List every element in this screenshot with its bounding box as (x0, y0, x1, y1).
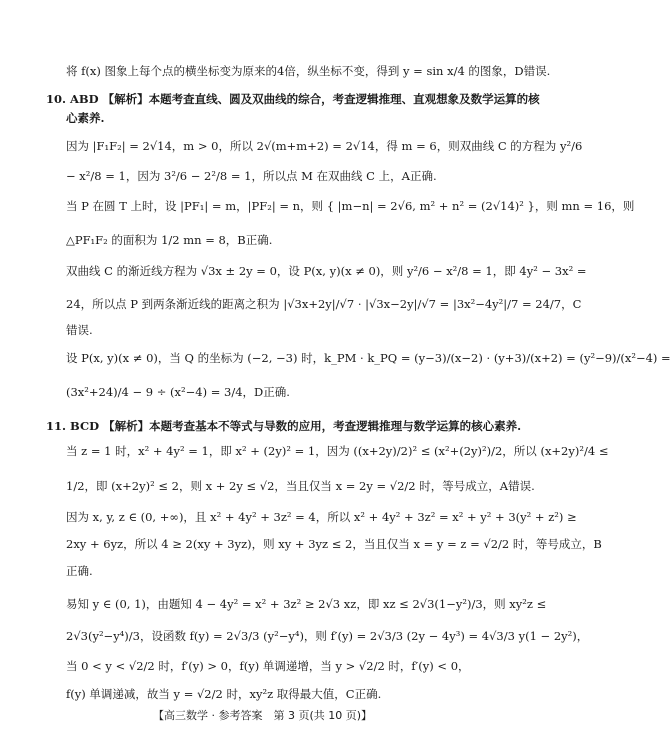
text-line-16: 因为 x, y, z ∈ (0, +∞)，且 x² + 4y² + 3z² = 4，所以 x² + 4y² + 3z² = x² + y² + 3(y² + z²) ≥ (66, 510, 577, 524)
text-line-3: 心素养. (66, 111, 105, 125)
text-line-21: 当 0 < y < √2/2 时，f′(y) > 0，f(y) 单调递增，当 y > √2/2 时，f′(y) < 0， (66, 659, 470, 673)
text-line-17: 2xy + 6yz，所以 4 ≥ 2(xy + 3yz)，则 xy + 3yz ≤ 2，当且仅当 x = y = z = √2/2 时，等号成立，B (66, 537, 602, 551)
text-line-22: f(y) 单调递减，故当 y = √2/2 时，xy²z 取得最大值，C正确. (66, 687, 382, 701)
text-line-5: − x²/8 = 1，因为 3²/6 − 2²/8 = 1，所以点 M 在双曲线 C 上，A正确. (66, 169, 437, 183)
question-10-heading: 10. ABD 【解析】本题考查直线、圆及双曲线的综合，考查逻辑推理、直观想象及数学运算的核 (46, 92, 540, 106)
text-line-8: 双曲线 C 的渐近线方程为 √3x ± 2y = 0，设 P(x, y)(x ≠ 0)，则 y²/6 − x²/8 = 1，即 4y² − 3x² = (66, 264, 587, 278)
text-line-18: 正确. (66, 564, 93, 578)
text-line-19: 易知 y ∈ (0, 1)，由题知 4 − 4y² = x² + 3z² ≥ 2√3 xz，即 xz ≤ 2√3(1−y²)/3，则 xy²z ≤ (66, 597, 547, 611)
text-line-14: 当 z = 1 时，x² + 4y² = 1，即 x² + (2y)² = 1，因为 ((x+2y)/2)² ≤ (x²+(2y)²)/2，所以 (x+2y)²/4 ≤ (66, 444, 609, 458)
text-line-15: 1/2，即 (x+2y)² ≤ 2，则 x + 2y ≤ √2，当且仅当 x = 2y = √2/2 时，等号成立，A错误. (66, 479, 535, 493)
text-line-7: △PF₁F₂ 的面积为 1/2 mn = 8，B正确. (66, 233, 273, 247)
text-line-12: (3x²+24)/4 − 9 ÷ (x²−4) = 3/4，D正确. (66, 385, 290, 399)
text-line-1: 将 f(x) 图象上每个点的横坐标变为原来的4倍，纵坐标不变，得到 y = sin x/4 的图象，D错误. (66, 64, 551, 78)
text-line-10: 错误. (66, 323, 93, 337)
page-footer: 【高三数学 · 参考答案 第 3 页(共 10 页)】 (152, 709, 373, 722)
text-line-4: 因为 |F₁F₂| = 2√14，m > 0，所以 2√(m+m+2) = 2√14，得 m = 6，则双曲线 C 的方程为 y²/6 (66, 139, 583, 153)
text-line-11: 设 P(x, y)(x ≠ 0)，当 Q 的坐标为 (−2, −3) 时，k_PM · k_PQ = (y−3)/(x−2) · (y+3)/(x+2) = (y²−9)/(x²−4) = (66, 351, 671, 365)
text-line-9: 24，所以点 P 到两条渐近线的距离之积为 |√3x+2y|/√7 · |√3x−2y|/√7 = |3x²−4y²|/7 = 24/7，C (66, 297, 582, 311)
question-11-heading: 11. BCD 【解析】本题考查基本不等式与导数的应用，考查逻辑推理与数学运算的核心素养. (46, 419, 522, 433)
text-line-20: 2√3(y²−y⁴)/3，设函数 f(y) = 2√3/3 (y²−y⁴)，则 f′(y) = 2√3/3 (2y − 4y³) = 4√3/3 y(1 − 2y²)， (66, 629, 589, 643)
text-line-6: 当 P 在圆 T 上时，设 |PF₁| = m，|PF₂| = n，则 { |m−n| = 2√6, m² + n² = (2√14)² }，则 mn = 16，则 (66, 199, 635, 213)
